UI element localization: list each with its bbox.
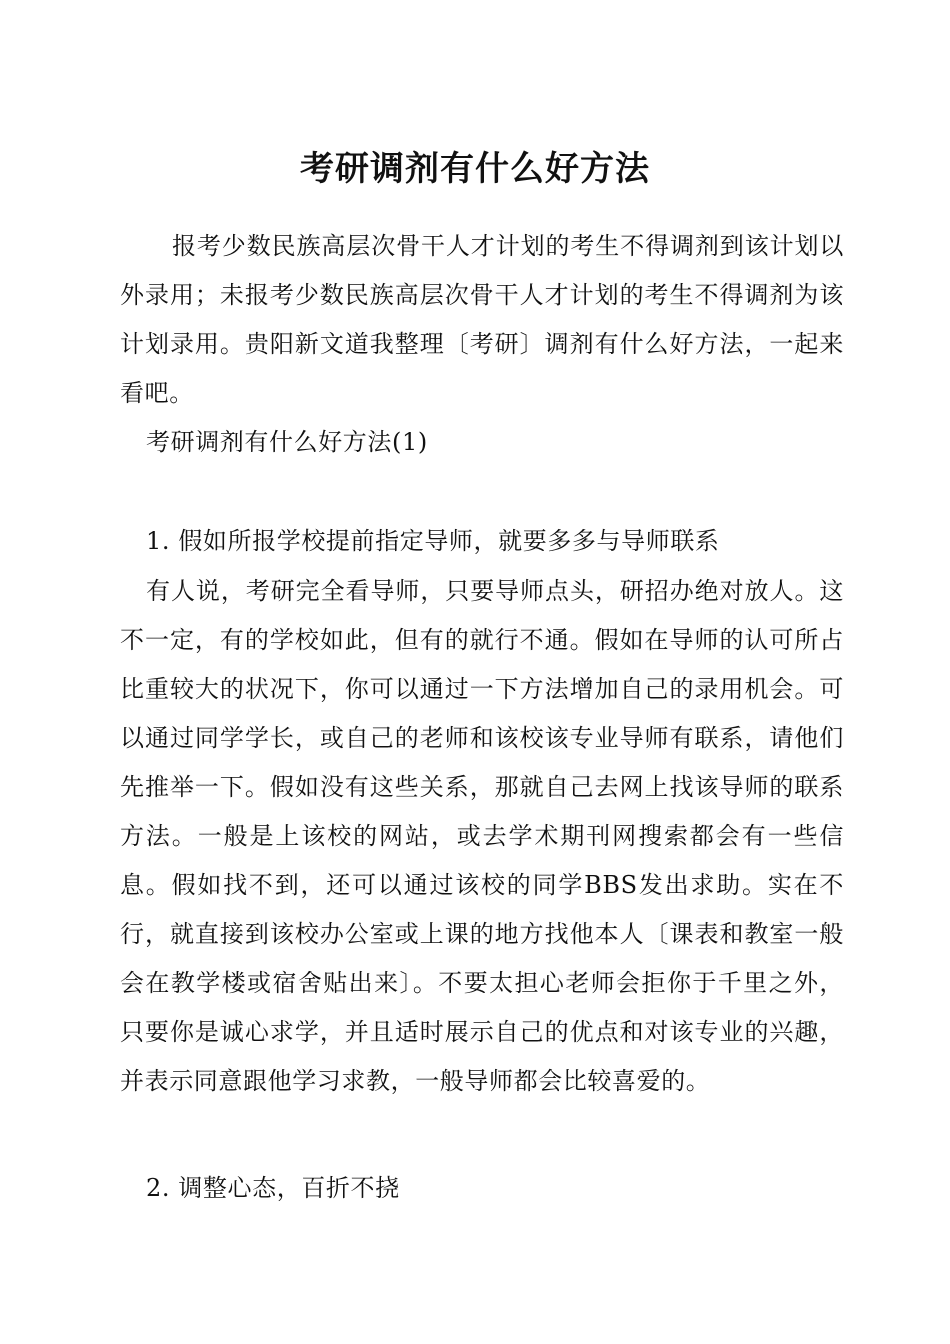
item-2-heading: 2. 调整心态，百折不挠: [146, 1174, 400, 1202]
item-1-body: 有人说，考研完全看导师，只要导师点头，研招办绝对放人。这不一定，有的学校如此，但有的就行不通。假如在导师的认可所占比重较大的状况下，你可以通过一下方法增加自己的录用机会。可以通过同学学长，或自己的老师和该校该专业导师有联系，请他们先推举一下。假如没有这些关系，那就自己去网上找该导师的联系方法。一般是上该校的网站，或去学术期刊网搜索都会有一些信息。假如找不到，还可以通过该校的同学BBS发出求助。实在不行，就直接到该校办公室或上课的地方找他本人〔课表和教室一般会在教学楼或宿舍贴出来〕。不要太担心老师会拒你于千里之外，只要你是诚心求学，并且适时展示自己的优点和对该专业的兴趣，并表示同意跟他学习求教，一般导师都会比较喜爱的。: [120, 577, 844, 1095]
item-1-heading: 1. 假如所报学校提前指定导师，就要多多与导师联系: [146, 527, 720, 555]
section-heading: 考研调剂有什么好方法(1): [146, 428, 428, 456]
intro-paragraph: 报考少数民族高层次骨干人才计划的考生不得调剂到该计划以外录用；未报考少数民族高层次骨干人才计划的考生不得调剂为该计划录用。贵阳新文道我整理〔考研〕调剂有什么好方法，一起来看吧。: [120, 232, 844, 407]
document-title: 考研调剂有什么好方法: [300, 149, 650, 189]
